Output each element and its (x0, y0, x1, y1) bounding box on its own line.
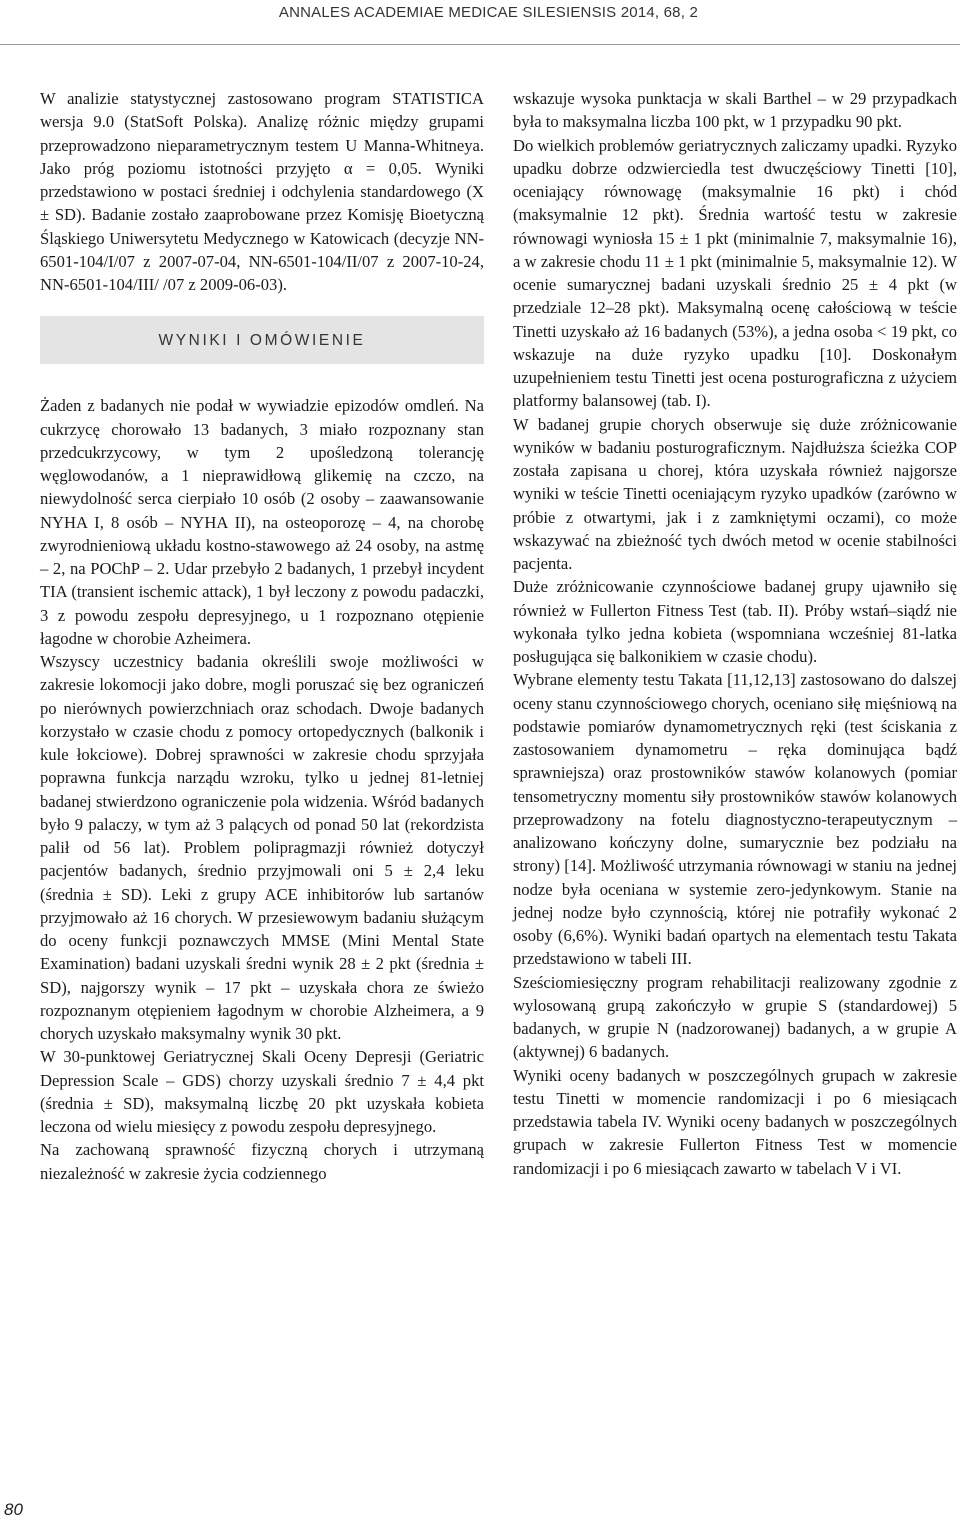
running-header: ANNALES ACADEMIAE MEDICAE SILESIENSIS 2014, 68, 2 (278, 4, 698, 21)
section-heading: WYNIKI I OMÓWIENIE (40, 316, 484, 364)
header-divider (0, 44, 960, 45)
results-paragraph: W badanej grupie chorych obserwuje się duże zróżnicowanie wyników w badaniu posturograficznym. Najdłuższa ścieżka COP została zapisana u chorej, która uzyskała również najgorsze wyniki w teście Tinetti oceniającym ryzyko upadków (zarówno w próbie z otwartymi, jak i z zamkniętymi oczami), co może wskazywać na zbieżność tych dwóch metod w ocenie stabilności pacjenta. (513, 414, 957, 573)
results-paragraph: Żaden z badanych nie podał w wywiadzie epizodów omdleń. Na cukrzycę chorowało 13 badanych, 3 miało rozpoznany stan przedcukrzycowy, w tym 2 upośledzoną tolerancję węglowodanów, a 1 nieprawidłową glikemię na czczo, na niewydolność serca cierpiało 10 osób (2 osoby – zaawansowanie NYHA I, 8 osób – NYHA II), na osteoporozę – 4, na chorobę zwyrodnieniową układu kostno-stawowego aż 24 osoby, na astmę – 2, na POChP – 2. Udar przebyło 2 badanych, 1 przebył incydent TIA (transient ischemic attack), 1 był leczony z powodu padaczki, 3 z powodu zespołu depresyjnego, u 1 rozpoznano otępienie łagodne w chorobie Azheimera. (40, 396, 484, 648)
methods-paragraph: W analizie statystycznej zastosowano program STATISTICA wersja 9.0 (StatSoft Polska). Analizę różnic między grupami przeprowadzono nieparametrycznym testem U Manna-Whitneya. Jako próg poziomu istotności przyjęto α = 0,05. Wyniki przedstawiono w postaci średniej i odchylenia standardowego (X ± SD). Badanie zostało zaaprobowane przez Komisję Bioetyczną Śląskiego Uniwersytetu Medycznego w Katowicach (decyzje NN-6501-104/I/07 z 2007-07-04, NN-6501-104/II/07 z 2007-10-24, NN-6501-104/III/ /07 z 2009-06-03). (40, 89, 484, 294)
page-number: 80 (4, 1500, 23, 1519)
results-paragraph: W 30-punktowej Geriatrycznej Skali Oceny Depresji (Geriatric Depression Scale – GDS) chorzy uzyskali średnio 7 ± 4,4 pkt (średnia ± SD), maksymalną liczbę 20 pkt uzyskała kobieta leczona od wielu miesięcy z powodu zespołu depresyjnego. (40, 1047, 484, 1136)
results-paragraph: Sześciomiesięczny program rehabilitacji realizowany zgodnie z wylosowaną grupą zakończyło w grupie S (standardowej) 5 badanych, w grupie N (nadzorowanej) badanych, a w grupie A (aktywnej) 6 badanych. (513, 972, 957, 1062)
results-paragraph: Duże zróżnicowanie czynnościowe badanej grupy ujawniło się również w Fullerton Fitness Test (tab. II). Próby wstań–siądź nie wykonała tylko jedna kobieta (wspomniana wcześniej 81-latka posługująca się balkonikiem w czasie chodu). (513, 577, 957, 666)
left-column (40, 87, 484, 1185)
results-paragraph: Wybrane elementy testu Takata [11,12,13] zastosowano do dalszej oceny stanu czynnościowego chorych, oceniano siłę mięśniową na podstawie pomiarów dynamometrycznych ręki (test ściskania z zastosowaniem dynamometru – ręka dominująca bądź sprawniejsza) oraz prostowników stawów kolanowych (pomiar tensometryczny momentu siły prostowników stawów kolanowych przeprowadzony na fotelu diagnostyczno-terapeutycznym – analizowano kończyny dolne, sumarycznie bez podziału na strony) [14]. Możliwość utrzymania równowagi w staniu na jednej nodze była oceniana w systemie zero-jedynkowym. Stanie na jednej nodze było czynnością, której nie potrafiły wykonać 2 osoby (6,6%). Wyniki badań opartych na elementach testu Takata przedstawiono w tabeli III. (513, 670, 957, 969)
right-column (513, 87, 957, 1180)
results-paragraph: Wyniki oceny badanych w poszczególnych grupach w zakresie testu Tinetti w momencie randomizacji i po 6 miesiącach przedstawia tabela IV. Wyniki oceny badanych w poszczególnych grupach w zakresie Fullerton Fitness Test w momencie randomizacji i po 6 miesiącach zawarto w tabelach V i VI. (513, 1065, 957, 1178)
results-paragraph: Wszyscy uczestnicy badania określili swoje możliwości w zakresie lokomocji jako dobre, mogli poruszać się bez ograniczeń po nierównych powierzchniach oraz schodach. Dwoje badanych korzystało w czasie chodu z pomocy ortopedycznych (balkonik i kule łokciowe). Dobrej sprawności w zakresie chodu sprzyjała poprawna funkcja narządu wzroku, tylko u jednej 81-letniej badanej stwierdzono ograniczenie pola widzenia. Wśród badanych było 9 palaczy, w tym aż 3 palących od ponad 50 lat (rekordzista palił od 56 lat). Problem polipragmazji również dotyczył pacjentów badanych, średnio przyjmowali oni 5 ± 2,4 leku (średnia ± SD). Leki z grupy ACE inhibitorów lub sartanów przyjmowało aż 16 chorych. W przesiewowym badaniu służącym do oceny funkcji poznawczych MMSE (Mini Mental State Examination) badani uzyskali średni wynik 28 ± 2 pkt (średnia ± SD), najgorszy wynik – 17 pkt – uzyskała chora ze świeżo rozpoznanym otępieniem łagodnym w chorobie Alzheimera, a 9 chorych uzyskało maksymalny wynik 30 pkt. (40, 652, 484, 1043)
results-paragraph: Na zachowaną sprawność fizyczną chorych i utrzymaną niezależność w zakresie życia codziennego (40, 1140, 484, 1183)
results-paragraph: Do wielkich problemów geriatrycznych zaliczamy upadki. Ryzyko upadku dobrze odzwierciedla test dwuczęściowy Tinetti [10], oceniający równowagę (maksymalnie 16 pkt) i chód (maksymalnie 12 pkt). Średnia wartość testu w zakresie równowagi wyniosła 15 ± 1 pkt (minimalnie 7, maksymalnie 16), a w zakresie chodu 11 ± 1 pkt (minimalnie 5, maksymalnie 12). W ocenie sumarycznej badani uzyskali średnio 25 ± 4 pkt (w przedziale 12–28 pkt). Maksymalną ocenę całościową w teście Tinetti uzyskało aż 16 badanych (53%), a jedna osoba < 19 pkt, co wskazuje na duże ryzyko upadku [10]. Doskonałym uzupełnieniem testu Tinetti jest ocena posturograficzna z użyciem platformy balansowej (tab. I). (513, 135, 957, 411)
results-paragraph: wskazuje wysoka punktacja w skali Barthel – w 29 przypadkach była to maksymalna liczba 100 pkt, w 1 przypadku 90 pkt. (513, 89, 957, 132)
